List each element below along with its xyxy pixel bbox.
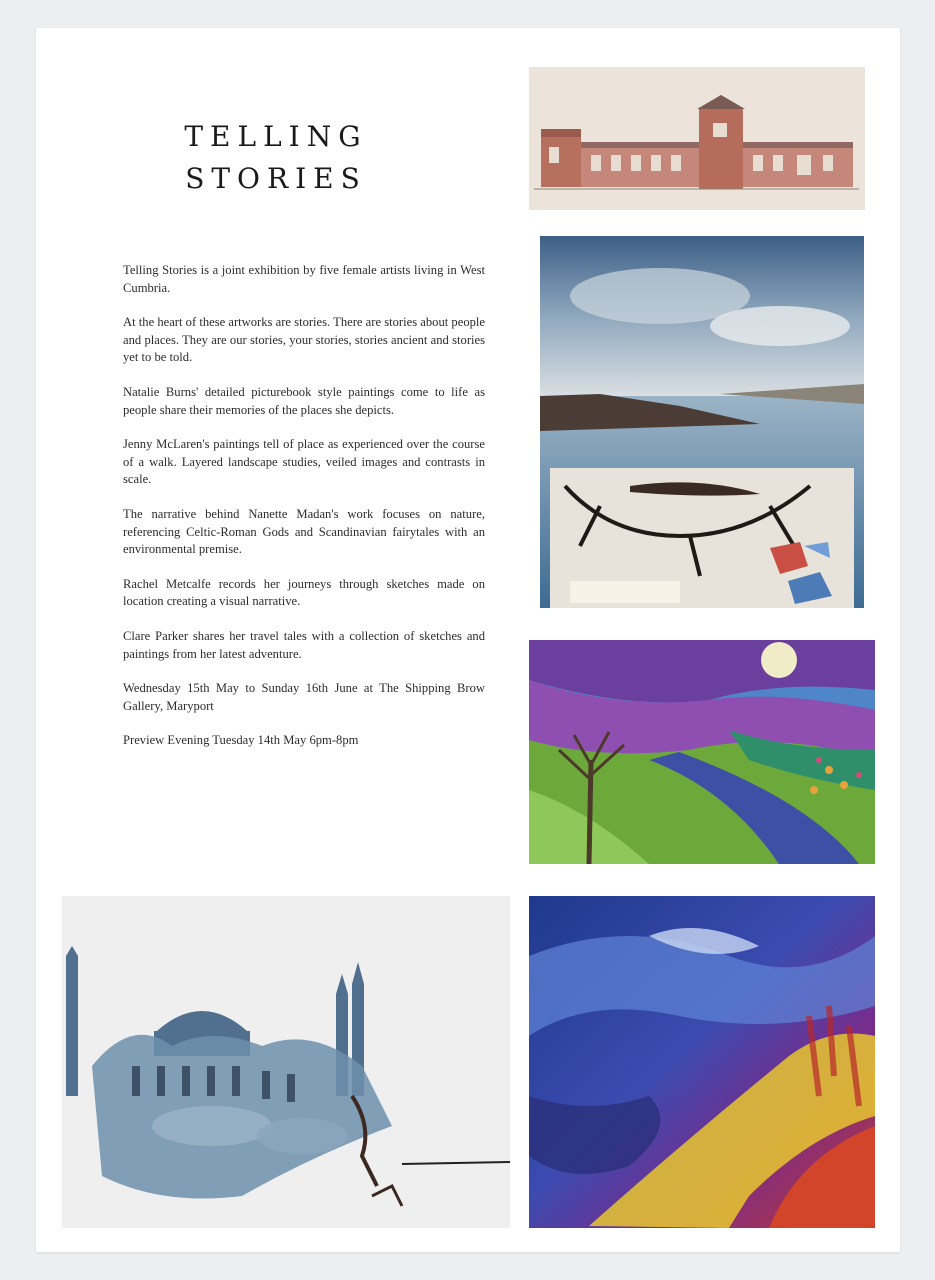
paragraph-intro: Telling Stories is a joint exhibition by five female artists living in West Cumbria. [123,263,485,295]
paragraph-natalie-burns: Natalie Burns' detailed picturebook style paintings come to life as people share their memories of the places she depicts. [123,384,485,417]
description [123,262,485,767]
artwork-mosque-sketch [62,896,510,1228]
paragraph-jenny-mclaren: Jenny McLaren's paintings tell of place as experienced over the course of a walk. Layered landscape studies, veiled images and contrasts in scale. [123,437,485,487]
poster-title [176,116,376,200]
paragraph-clare-parker: Clare Parker shares her travel tales with a collection of sketches and paintings from her latest adventure. [123,628,485,661]
poster-sheet [36,28,900,1252]
artwork-seascape-collage [540,236,864,608]
title-line-2: STORIES [185,162,367,195]
artwork-abstract-painting [529,896,875,1228]
title-line-1: TELLING [184,120,368,153]
artwork-colourful-landscape [529,640,875,864]
artwork-building-sketch [529,67,865,210]
paragraph-rachel-metcalfe: Rachel Metcalfe records her journeys through sketches made on location creating a visual narrative. [123,576,485,609]
paragraph-nanette-madan: The narrative behind Nanette Madan's work focuses on nature, referencing Celtic-Roman Gods and Scandinavian fairytales with an environmental premise. [123,506,485,557]
exhibition-dates: Wednesday 15th May to Sunday 16th June at The Shipping Brow Gallery, Maryport [123,681,485,713]
paragraph-stories: At the heart of these artworks are stories. There are stories about people and places. They are our stories, your stories, stories ancient and stories yet to be told. [123,315,485,365]
preview-evening: Preview Evening Tuesday 14th May 6pm-8pm [123,733,359,748]
